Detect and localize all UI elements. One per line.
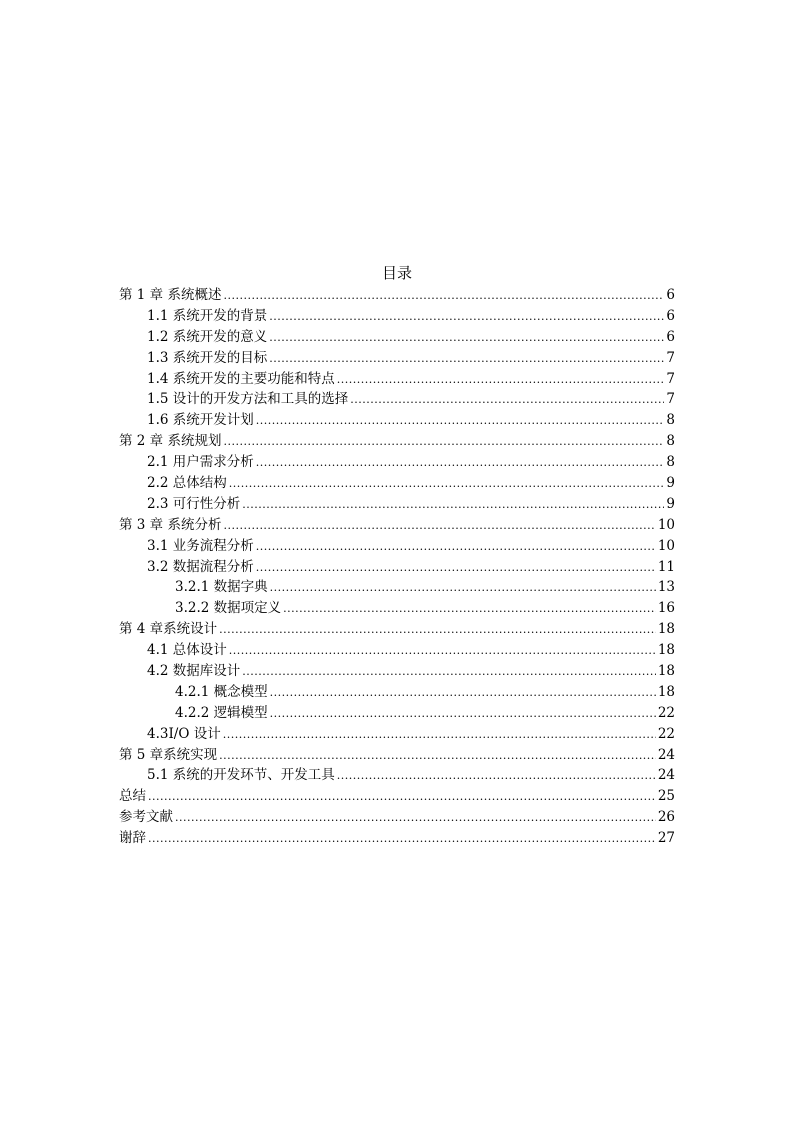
toc-entry[interactable] — [119, 431, 675, 452]
toc-entry-page-number: 8 — [666, 454, 675, 471]
toc-entry[interactable] — [119, 557, 675, 578]
toc-dot-leader — [283, 598, 656, 620]
toc-entry-label: 4.2 数据库设计 — [147, 663, 241, 680]
toc-entry-page-number: 16 — [657, 600, 675, 617]
toc-entry[interactable] — [119, 724, 675, 745]
toc-entry-label: 1.4 系统开发的主要功能和特点 — [147, 370, 335, 387]
toc-entry-label: 1.3 系统开发的目标 — [147, 349, 268, 366]
toc-entry-page-number: 10 — [657, 537, 675, 554]
toc-entry[interactable] — [119, 619, 675, 640]
toc-entry-page-number: 8 — [666, 412, 675, 429]
toc-entry-page-number: 22 — [657, 725, 675, 742]
toc-list — [119, 285, 675, 849]
toc-entry[interactable] — [119, 786, 675, 807]
toc-entry-label: 第 5 章系统实现 — [119, 746, 218, 763]
toc-entry-page-number: 7 — [666, 349, 675, 366]
toc-entry-label: 1.5 设计的开发方法和工具的选择 — [147, 391, 349, 408]
toc-dot-leader — [270, 703, 656, 725]
toc-entry-label: 参考文献 — [119, 809, 173, 826]
table-of-contents — [119, 262, 675, 849]
toc-entry-label: 1.1 系统开发的背景 — [147, 307, 268, 324]
toc-dot-leader — [175, 807, 656, 829]
toc-dot-leader — [223, 724, 656, 746]
toc-entry-page-number: 18 — [657, 621, 675, 638]
toc-entry-page-number: 8 — [666, 433, 675, 450]
toc-dot-leader — [256, 557, 656, 579]
toc-entry-label: 1.2 系统开发的意义 — [147, 328, 268, 345]
toc-entry-label: 3.2.1 数据字典 — [175, 579, 268, 596]
toc-entry-label: 4.2.1 概念模型 — [175, 683, 268, 700]
toc-entry-label: 3.2 数据流程分析 — [147, 558, 254, 575]
toc-entry[interactable] — [119, 306, 675, 327]
toc-dot-leader — [337, 765, 656, 787]
toc-entry[interactable] — [119, 765, 675, 786]
toc-entry-page-number: 18 — [657, 683, 675, 700]
toc-entry-page-number: 22 — [657, 704, 675, 721]
toc-entry[interactable] — [119, 410, 675, 431]
toc-entry[interactable] — [119, 598, 675, 619]
toc-entry-page-number: 7 — [666, 370, 675, 387]
toc-dot-leader — [350, 389, 664, 411]
toc-entry-label: 第 3 章 系统分析 — [119, 516, 222, 533]
toc-entry-page-number: 26 — [657, 809, 675, 826]
toc-entry-page-number: 6 — [666, 287, 675, 303]
toc-entry[interactable] — [119, 536, 675, 557]
toc-entry-page-number: 18 — [657, 642, 675, 659]
toc-entry-label: 2.2 总体结构 — [147, 475, 227, 492]
toc-entry[interactable] — [119, 828, 675, 849]
toc-entry-page-number: 27 — [657, 830, 675, 847]
toc-entry-page-number: 13 — [657, 579, 675, 596]
toc-entry-page-number: 18 — [657, 663, 675, 680]
toc-dot-leader — [269, 306, 664, 328]
toc-entry-page-number: 25 — [657, 788, 675, 805]
toc-entry[interactable] — [119, 452, 675, 473]
toc-dot-leader — [223, 285, 664, 307]
toc-entry[interactable] — [119, 348, 675, 369]
toc-entry[interactable] — [119, 745, 675, 766]
toc-entry-label: 第 2 章 系统规划 — [119, 433, 222, 450]
toc-entry[interactable] — [119, 494, 675, 515]
toc-dot-leader — [270, 577, 656, 599]
toc-dot-leader — [270, 682, 656, 704]
toc-entry[interactable] — [119, 285, 675, 306]
toc-entry-label: 谢辞 — [119, 830, 146, 847]
toc-dot-leader — [242, 494, 664, 516]
toc-entry[interactable] — [119, 703, 675, 724]
toc-entry-label: 4.3I/O 设计 — [147, 725, 221, 742]
toc-entry[interactable] — [119, 661, 675, 682]
toc-dot-leader — [148, 828, 656, 850]
toc-entry-label: 第 4 章系统设计 — [119, 621, 218, 638]
toc-entry[interactable] — [119, 682, 675, 703]
toc-entry-label: 5.1 系统的开发环节、开发工具 — [147, 767, 335, 784]
toc-entry[interactable] — [119, 369, 675, 390]
toc-dot-leader — [229, 640, 656, 662]
toc-entry-page-number: 7 — [666, 391, 675, 408]
toc-dot-leader — [219, 619, 656, 641]
toc-dot-leader — [223, 431, 664, 453]
toc-entry-label: 1.6 系统开发计划 — [147, 412, 254, 429]
toc-dot-leader — [223, 515, 655, 537]
toc-entry-page-number: 11 — [657, 558, 675, 575]
toc-title: 目录 — [381, 264, 412, 282]
toc-dot-leader — [256, 410, 665, 432]
toc-entry[interactable] — [119, 807, 675, 828]
toc-entry[interactable] — [119, 515, 675, 536]
toc-entry-page-number: 6 — [666, 307, 675, 324]
toc-entry-label: 3.2.2 数据项定义 — [175, 600, 282, 617]
toc-entry-page-number: 6 — [666, 328, 675, 345]
toc-entry-page-number: 24 — [657, 767, 675, 784]
toc-entry-label: 2.3 可行性分析 — [147, 495, 241, 512]
toc-dot-leader — [242, 661, 656, 683]
toc-entry-page-number: 24 — [657, 746, 675, 763]
toc-entry-page-number: 9 — [666, 475, 675, 492]
toc-entry[interactable] — [119, 327, 675, 348]
toc-dot-leader — [229, 473, 665, 495]
toc-entry-page-number: 9 — [666, 495, 675, 512]
toc-dot-leader — [148, 786, 656, 808]
toc-dot-leader — [256, 452, 665, 474]
toc-entry[interactable] — [119, 473, 675, 494]
toc-entry-label: 4.2.2 逻辑模型 — [175, 704, 268, 721]
toc-entry[interactable] — [119, 640, 675, 661]
toc-entry-page-number: 10 — [657, 516, 675, 533]
toc-entry-label: 总结 — [119, 788, 146, 805]
toc-entry-label: 4.1 总体设计 — [147, 642, 227, 659]
toc-dot-leader — [219, 745, 656, 767]
toc-entry-label: 3.1 业务流程分析 — [147, 537, 254, 554]
toc-dot-leader — [256, 536, 656, 558]
toc-dot-leader — [337, 369, 665, 391]
toc-entry[interactable] — [119, 389, 675, 410]
toc-entry-label: 第 1 章 系统概述 — [119, 287, 222, 303]
toc-entry[interactable] — [119, 577, 675, 598]
toc-entry-label: 2.1 用户需求分析 — [147, 454, 254, 471]
toc-dot-leader — [269, 348, 664, 370]
toc-dot-leader — [269, 327, 664, 349]
